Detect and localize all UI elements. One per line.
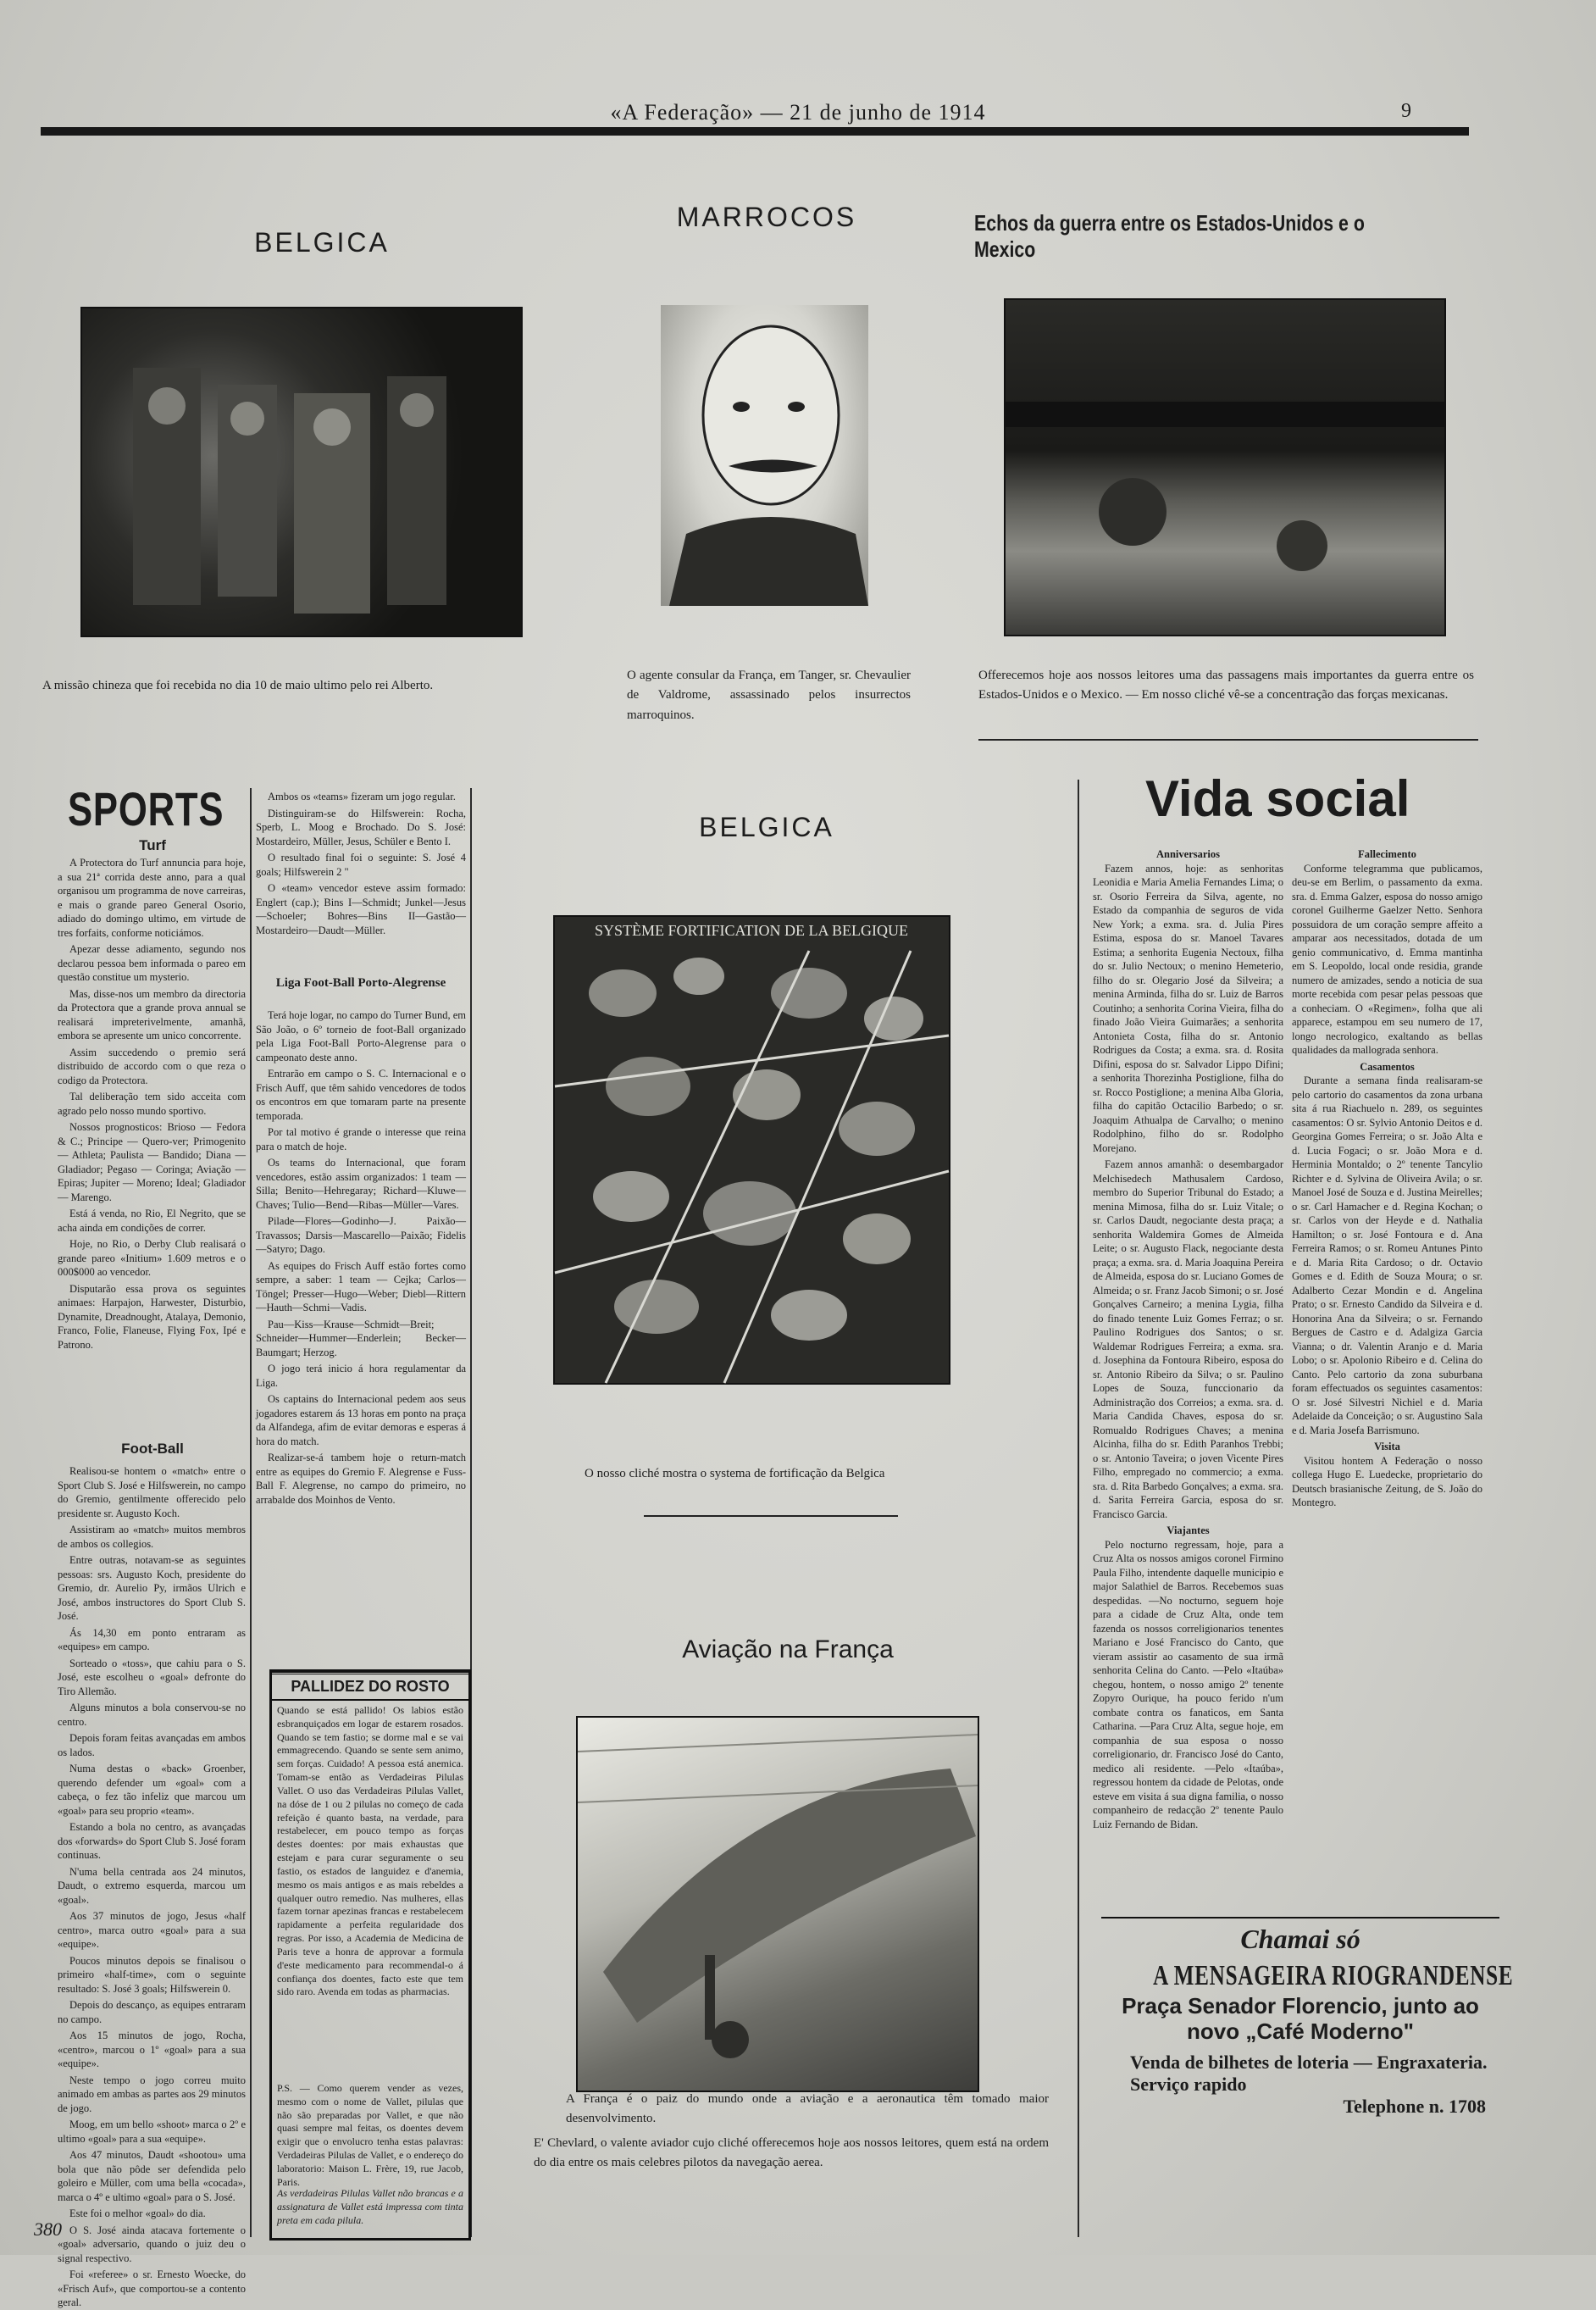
- pallidez-ps: P.S. — Como querem vender as vezes, mesmo com o nome de Vallet, pilulas que não são preparadas por Vallet, e que não quasi sempre mal feitas, os doentes devem exigir que o envolucro tenha estas palavras: Verdadeiras Pilulas de Vallet, e o endereço do laboratorio: Maison L. Frère, 19, rue Jacob, Paris.: [277, 2082, 463, 2188]
- turf-column: A Protectora do Turf annuncia para hoje, a sua 21ª corrida deste anno, para a qual organisou um programma de nove carreiras, e mais o grande pareo General Osorio, adiado do domingo ultimo, em virtude de tres forfaits, conforme noticiámos. Apezar desse adiamento, segundo nos declarou pessoa bem informada o pareo em questão constitue um mysterio. Mas, disse-nos um membro da directoria da Protectora que a grande prova annual se realisará impreterivelmente, amanhã, embora se apresente um unico concorrente. Assim succedendo o premio será distribuido de accordo com o que reza o codigo da Protectora. Tal deliberação tem sido acceita com agrado pelo nosso mundo sportivo. Nossos prognosticos: Brioso — Fedora & C.; Principe — Quero-ver; Primogenito — Athleta; Paulista — Bandido; Diana — Gladiador; Pegaso — Coringa; Aviação — Epiras; Jupiter — Moreno; Ideal; Gladiador — Marengo. Está á venda, no Rio, El Negrito, que se acha ainda em condições de correr. Hoje, no Rio, o Derby Club realisará o grande pareo «Initium» 1.609 metros e o 000$000 ao vencedor. Disputarão essa prova os seguintes animaes: Harpajon, Harwester, Disturbio, Dynamite, Dreadnought, Atalaya, Demonio, Franco, Folie, Flaneuse, Flying Fox, Ipé e Patrono.: [58, 857, 246, 1351]
- aviacao-caption-2: E' Chevlard, o valente aviador cujo cliché offerecemos hoje aos nossos leitores, quem está na ordem do dia entre os mais celebres pilotos da navegação aerea.: [534, 2136, 1049, 2170]
- marrocos-portrait: [661, 305, 868, 606]
- belgica-caption: A missão chineza que foi recebida no dia 10 de maio ultimo pelo rei Alberto.: [42, 679, 434, 692]
- liga-heading: Liga Foot-Ball Porto-Alegrense: [275, 976, 446, 990]
- mexican-forces-image: [1006, 300, 1444, 635]
- map-title: SYSTÈME FORTIFICATION DE LA BELGIQUE: [595, 922, 908, 939]
- page-number: 9: [1401, 100, 1411, 122]
- liga-column: Terá hoje logar, no campo do Turner Bund, em São João, o 6º torneio de foot-Ball organizado pela Liga Foot-Ball Porto-Alegrense para o campeonato deste anno. Entrarão em campo o S. C. Internacional e o Frisch Auff, que têm sahido vencedores de todos os encontros em que tomaram parte na presente temporada. Por tal motivo é grande o interesse que reina para o match de hoje. Os teams do Internacional, que foram vencedores, estão assim organizados: 1 team — Silla; Benito—Hehregaray; Richard—Kluwe—Chaves; Tulio—Bend—Ribas—Müller—Vares. Pilade—Flores—Godinho—J. Paixão—Travassos; Darsis—Mascarello—Paixão; Fidelis—Satyro; Dago. As equipes do Frisch Auff estão fortes como sempre, a saber: 1 team — Cejka; Carlos—Töngel; Presser—Hugo—Weber; Diebl—Rittern—Hauth—Schmi—Vadis. Pau—Kiss—Krause—Schmidt—Breit; Schneider—Hummer—Enderlein; Becker—Baumgart; Herzog. O jogo terá inicio á hora regulamentar da Liga. Os captains do Internacional pedem aos seus jogadores estarem ás 13 horas em ponto na praça da Alfandega, afim de evitar demoras e esperas á hora do match. Realizar-se-á tambem hoje o return-match entre as equipes do Gremio F. Alegrense e Fuss-Ball F. Alegrense, no campo do primeiro, no arrabalde dos Moinhos de Vento.: [256, 1009, 466, 1506]
- belgica-map-caption: O nosso cliché mostra o systema de fortificação da Belgica: [585, 1467, 885, 1480]
- football-column: Realisou-se hontem o «match» entre o Sport Club S. José e Hilfswerein, no campo do Gremio, gentilmente offerecido pelo presidente sr. Augusto Koch. Assistiram ao «match» muitos membros de ambos os collegios. Entre outras, notavam-se as seguintes pessoas: srs. Augusto Koch, presidente do Gremio, dr. Aurelio Py, irmãos Ulrich e José, ambos instructores do Sport Club S. José. Ás 14,30 em ponto entraram as «equipes» em campo. Sorteado o «toss», que cahiu para o S. José, este escolheu o «goal» defronte do Tiro Allemão. Alguns minutos a bola conservou-se no centro. Depois foram feitas avançadas em ambos os lados. Numa destas o «back» Groenber, querendo defender um «goal» com a cabeça, o fez tão infeliz que marcou um «goal» para seu proprio «team». Estando a bola no centro, as avançadas dos «forwards» do Sport Club S. José foram continuas. N'uma bella centrada aos 24 minutos, Daudt, o extremo esquerda, marcou um «goal». Aos 37 minutos de jogo, Jesus «half centro», marca outro «goal» para a sua «equipe». Poucos minutos depois se finalisou o primeiro «half-time», com o seguinte resultado: S. José 3 goals; Hilfswerein 0. Depois do descanço, as equipes entraram no campo. Aos 15 minutos de jogo, Rocha, «centro», marcou o 1º «goal» para a sua «equipe». Neste tempo o jogo correu muito animado em ambas as partes aos 29 minutos de jogo. Moog, em um bello «shoot» marca o 2º e ultimo «goal» para a sua «equipe». Aos 47 minutos, Daudt «shootou» uma bola que não pôde ser defendida pelo goleiro e Müller, com uma bella «cocada», marca o 4º e ultimo «goal» para o S. José. Este foi o melhor «goal» do dia. O S. José ainda atacava fortemente o «goal» adversario, quando o juiz deu o signal respectivo. Foi «referee» o sr. Ernesto Woecke, do «Frisch Auf», que comportou-se a contento geral.: [58, 1465, 246, 2308]
- chinese-mission-image: [82, 308, 521, 636]
- pallidez-text: Quando se está pallido! Os labios estão esbranquiçados em logar de estarem rosados. Quando se tem fastio; se dorme mal e se vai emmagrecendo. Quando se sente sem animo, sem forças. Cuidado! A pessoa está anemica. Tomam-se então as Verdadeiras Pilulas Vallet. O uso das Verdadeiras Pilulas Vallet, na dóse de 1 ou 2 pilulas no começo de cada refeição é quanto basta, na verdade, para restabelecer, em pouco tempo as forças destes doentes: por mais exhaustas que estejam e para curar seguramente o seu fastio, os estados de languidez e d'anemia, mesmo os mais antigos e as mais rebeldes a qualquer outro remedio. Nas mulheres, ellas fazem tornar apezinas francas e restabelecem rapidamente a perfeita regularidade dos regras. Por isso, a Academia de Medicina de Paris teve a honra de approvar a formula d'este medicamento para recommendal-o á confiança dos doentes, facto este que tem sido raro. Avenda em todas as pharmacias.: [277, 1704, 463, 1998]
- aviacao-caption-1: A França é o paiz do mundo onde a aviação e a aeronautica têm tomado maior desenvolvimento.: [566, 2092, 1049, 2126]
- sports-title: SPORTS: [68, 782, 224, 836]
- belgica-photo: [80, 307, 523, 637]
- visita-heading: Visita: [1374, 1441, 1400, 1452]
- marrocos-caption: O agente consular da França, em Tanger, sr. Chevaulier de Valdrome, assassinado pelos insurrectos marroquinos.: [627, 669, 911, 722]
- anniversarios-heading: Anniversarios: [1156, 848, 1220, 860]
- vida-social-title: Vida social: [1145, 770, 1410, 827]
- page-header: «A Federação» — 21 de junho de 1914: [610, 100, 986, 125]
- belgica-heading: BELGICA: [254, 227, 390, 258]
- sports-col2-top: Ambos os «teams» fizeram um jogo regular. Distinguiram-se do Hilfswerein: Rocha, Sperb, L. Moog e Brochado. Do S. José: Mostardeiro, Müller, Jesus, Schüler e Bento I. O resultado final foi o seguinte: S. José 4 goals; Hilfswerein 2 " O «team» vencedor esteve assim formado: Englert (cap.); Bins I—Schmidt; Junkel—Jesus—Schoeler; Bohres—Bins II—Gastão—Mostardeiro—Daudt—Müller.: [256, 791, 466, 936]
- pallidez-ad: [269, 1669, 471, 2241]
- ad-line-5: Serviço rapido: [1130, 2073, 1247, 2095]
- column-separator-3: [1078, 780, 1079, 2237]
- fallecimento-heading: Fallecimento: [1358, 848, 1416, 860]
- pallidez-footer: As verdadeiras Pilulas Vallet não brancas e a assignatura de Vallet está impressa com tinta preta em cada pilula.: [277, 2187, 463, 2226]
- vida-social-col1: Anniversarios Fazem annos, hoje: as senhoritas Leonidia e Maria Amelia Fernandes Lima; o sr. Osorio Ferreira da Silva, agente, no Estado da companhia de seguros de vida New York; a exma. sra. d. Julia Pires Estima, esposa do sr. Manoel Tavares Estima; a senhorita Eugenia Nectoux, filha do sr. Julio Nectoux; o menino Hemeterio, filho do sr. Olegario José da Silveira; a menina Arminda, filha do sr. Luiz de Barros Coutinho; a senhorita Corina Vieira, filha do finado João Vieira Guimarães; a senhorita Antonieta Costa, filha do sr. Antonio Rodrigues da Costa; a exma. sra. d. Rosita Difini, esposa do sr. Salvador Lippo Difini; a senhorita Thorezinha Postiglione, filha do sr. Rocco Postiglione; a menina Alba Gloria, filha do capitão Octacilio Barbedo; o sr. Joaquim Athualpa de Carvalho; o menino Rodolphino, filho do sr. Rodolpho Morejano. Fazem annos amanhã: o desembargador Melchisedech Mathusalem Cardoso, membro do Superior Tribunal do Estado; a menina Mimosa, filha do sr. Luiz Vitale; o sr. Carlos Daudt, negociante desta praça; a senhorita Waldemira Gomes de Almeida Leite; o sr. Augusto Flack, negociante desta praça; a exma. sra. d. Maria Joaquina Pereira de Almeida, esposa do sr. Luciano Gomes de Almeida; o sr. Franz Jacob Simoni; o sr. José Gonçalves Carneiro; a menina Lygia, filha do finado tenente Luiz Gomes Ferraz; o sr. Paulino Rodrigues dos Santos; o sr. Waldemar Rodrigues Ferreira; a exma. sra. d. Josephina da Fontoura Ribeiro, esposa do sr. Antonio Ribeiro da Silva; o sr. Paulino Lopes de Souza, funccionario da Administração dos Correios; a exma. sra. d. Maria Candida Chaves, esposa do sr. Romualdo Rodrigues Chaves; a menina Alcinha, filha do sr. Edith Paranhos Trebbi; o sr. Antonio Taveira; o joven Vicente Pires Filho, empregado no commercio; a exma. sra. d. Rita Barbedo Gonçalves; a exma. sra. d. Sarita Ferreira Garcia, esposa do sr. Francisco Garcia. Viajantes Pelo nocturno regressam, hoje, para a Cruz Alta os nossos amigos coronel Firmino Paula Filho, intendente daquelle municipio e major Salathiel de Barros. Recebemos suas despedidas. —No nocturno, seguem hoje para a cidade de Cruz Alta, onde tem fazenda os nossos correligionarios tenentes Mariano e José Francisco do Canto, que vieram assistir ao casamento de sua irmã senhorita Celina do Canto. —Pelo «Itaúba» chegou, hontem, o nosso amigo 2º tenente Zopyro Ourique, ha pouco ferido n'um combate contra os fanaticos, em Santa Catharina. —Para Cruz Alta, segue hoje, em companhia de sua esposa o nosso correligionario, dr. Francisco José do Canto, medico ali residente. —Pelo «Itaúba», regressou hontem da cidade de Pelotas, onde esteve em visita á sua digna familia, o nosso companheiro de redacção 2º tenente Paulo Luiz Fernando de Bidan.: [1093, 848, 1283, 1830]
- pallidez-title: PALLIDEZ DO ROSTO: [272, 1672, 468, 1701]
- aviacao-photo: [576, 1716, 979, 2092]
- footer-mark: 380: [34, 2218, 62, 2240]
- ornament-rule: [644, 1515, 898, 1517]
- vida-social-col2: Fallecimento Conforme telegramma que publicamos, deu-se em Berlim, o passamento da exma. sra. d. Emma Galzer, esposa do nosso amigo coronel Guilherme Gaelzer Netto. Senhora possuidora de um coração sempre affeito a amparar aos necessitados, dotada de um genio communicativo, d. Emma mantinha em S. Leopoldo, local onde residia, grande numero de amizades, sendo a noticia de sua morte recebida com pesar pelas pessoas que a conheciam. O «Regimen», folha que ali apparece, estampou em seu numero de 17, longo necrologico, exaltando as bellas qualidades da mallograda senhora. Casamentos Durante a semana finda realisaram-se pelo cartorio do casamentos da zona urbana sita á rua Riachuelo n. 289, os seguintes casamentos: O sr. Sylvio Antonio Deitos e d. Georgina Gomes Ferreira; o sr. João Alta e d. Lucia Fogaci; o sr. João Mora e d. Herminia Montaldo; o 2º tenente Tancylio Richter e d. Sylvina de Oliveira Avila; o sr. Manoel José de Souza e d. Justina Meirelles; o sr. Carl Hamacher e d. Regina Kochan; o sr. Carlos von der Heyde e d. Nathalia Hamilton; o sr. José Fontoura e d. Ana Ferreira Ramos; o sr. Romeu Antunes Pinto e d. Maria Rita Cardoso; o dr. Octavio Gomes e d. Edith de Souza Moura; o sr. Adalberto Cezar Mondin e d. Angelina Prato; o sr. Ernesto Candido da Silveira e d. Honorina Ana da Silveira; o sr. Fernando Bergues de Castro e d. Adalgiza Garcia Vianna; o dr. Valentin Aranjo e d. Maria Lobo; o sr. Apolonio Ribeiro e d. Celina do Canto. Pelo cartorio da zona suburbana foram effectuados os seguintes casamentos: O sr. José Silvestri Nichiel e d. Maria Adelaide da Conceição; o sr. Augustino Sala e d. Maria Josefa Barrismuno. Visita Visitou hontem A Federação o nosso collega Hugo E. Luedecke, proprietario do Deutsch brasianische Zeitung, de S. João do Montegro.: [1292, 848, 1482, 1508]
- mexico-photo: [1004, 298, 1446, 636]
- ad-line-1: Chamai só: [1240, 1924, 1360, 1954]
- ad-anchor: [1093, 1911, 1094, 1912]
- mensageira-ad: [1101, 1917, 1514, 2118]
- mexico-heading: Echos da guerra entre os Estados-Unidos e o Mexico: [974, 210, 1365, 262]
- belgica-map-heading: BELGICA: [699, 812, 834, 842]
- fortification-map: [553, 915, 950, 1385]
- ad-line-3: Praça Senador Florencio, junto ao novo „Café Moderno": [1122, 1993, 1479, 2044]
- marrocos-heading: MARROCOS: [676, 202, 857, 232]
- header-rule: [41, 127, 1469, 136]
- consul-portrait-image: [661, 305, 868, 606]
- aviator-plane-image: [578, 1718, 978, 2091]
- column-separator: [250, 788, 252, 2237]
- belgium-map-image: [555, 917, 949, 1383]
- top-row-rule: [978, 739, 1478, 741]
- turf-heading: Turf: [139, 837, 166, 853]
- viajantes-heading: Viajantes: [1167, 1524, 1210, 1536]
- ad-line-6: Telephone n. 1708: [1343, 2095, 1486, 2117]
- casamentos-heading: Casamentos: [1360, 1060, 1415, 1073]
- mexico-caption: Offerecemos hoje aos nossos leitores uma das passagens mais importantes da guerra entre os Estados-Unidos e o Mexico. — Em nosso cliché vê-se a concentração das forças mexicanas.: [978, 669, 1474, 702]
- aviacao-heading: Aviação na França: [682, 1635, 894, 1663]
- ad-line-4: Venda de bilhetes de loteria — Engraxateria.: [1130, 2051, 1488, 2073]
- football-heading: Foot-Ball: [121, 1441, 184, 1457]
- ad-line-2: A MENSAGEIRA RIOGRANDENSE: [1153, 1960, 1514, 1991]
